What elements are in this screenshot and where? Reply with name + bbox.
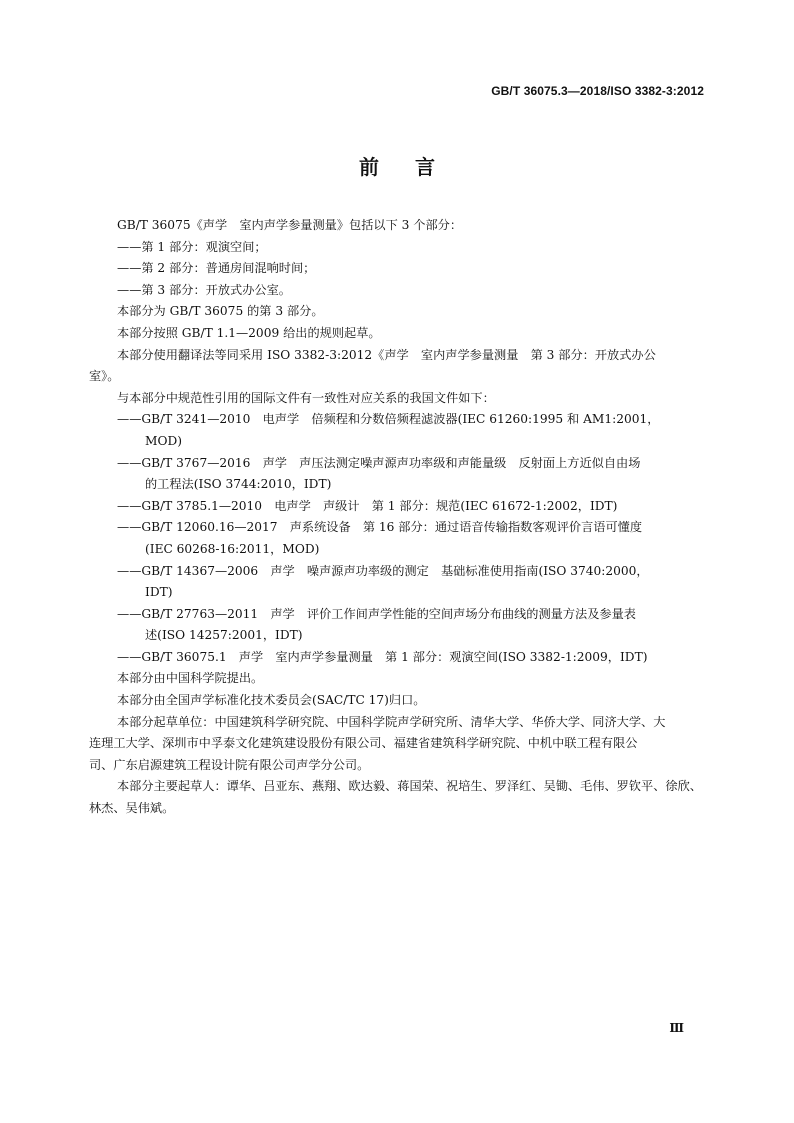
reference-item: ——GB/T 3241—2010 电声学 倍频程和分数倍频程滤波器(IEC 61260:1995 和 AM1:2001， (117, 412, 660, 427)
paragraph: 本部分由中国科学院提出。 (117, 671, 264, 686)
reference-item: ——GB/T 14367—2006 声学 噪声源声功率级的测定 基础标准使用指南(ISO 3740:2000， (117, 563, 649, 578)
paragraph: 本部分按照 GB/T 1.1—2009 给出的规则起草。 (117, 325, 381, 340)
paragraph: GB/T 36075《声学 室内声学参量测量》包括以下 3 个部分： (117, 218, 463, 232)
reference-item-continuation: 的工程法(ISO 3744:2010，IDT) (145, 477, 332, 492)
paragraph: 本部分为 GB/T 36075 的第 3 部分。 (117, 304, 324, 319)
reference-item-continuation: (IEC 60268-16:2011，MOD) (145, 541, 320, 556)
list-item: ——第 3 部分：开放式办公室。 (117, 282, 291, 297)
reference-item: ——GB/T 3785.1—2010 电声学 声级计 第 1 部分：规范(IEC 61672-1:2002，IDT) (117, 498, 618, 513)
paragraph-continuation: 连理工大学、深圳市中孚泰文化建筑建设股份有限公司、福建省建筑科学研究院、中机中联工程有限公 (89, 736, 638, 751)
reference-item: ——GB/T 36075.1 声学 室内声学参量测量 第 1 部分：观演空间(ISO 3382-1:2009，IDT) (117, 649, 648, 664)
paragraph: 与本部分中规范性引用的国际文件有一致性对应关系的我国文件如下： (117, 390, 495, 405)
page-title: 前言 (359, 155, 471, 179)
foreword-body (89, 215, 707, 820)
paragraph-continuation: 室》。 (89, 369, 120, 384)
paragraph: 本部分起草单位：中国建筑科学研究院、中国科学院声学研究所、清华大学、华侨大学、同济大学、大 (117, 714, 666, 729)
list-item: ——第 1 部分：观演空间； (117, 239, 267, 254)
paragraph: 本部分由全国声学标准化技术委员会(SAC/TC 17)归口。 (117, 693, 426, 708)
paragraph-continuation: 林杰、吴伟斌。 (89, 801, 175, 816)
reference-item: ——GB/T 3767—2016 声学 声压法测定噪声源声功率级和声能量级 反射面上方近似自由场 (117, 455, 641, 470)
standard-code-header: GB/T 36075.3—2018/ISO 3382-3:2012 (491, 84, 704, 98)
paragraph: 本部分主要起草人：谭华、吕亚东、燕翔、欧达毅、蒋国荣、祝培生、罗泽红、吴锄、毛伟、罗钦平、徐欣、 (117, 779, 702, 794)
reference-item-continuation: MOD) (145, 433, 182, 448)
paragraph-continuation: 司、广东启源建筑工程设计院有限公司声学分公司。 (89, 757, 370, 772)
reference-item-continuation: IDT) (145, 585, 173, 600)
page-number: Ⅲ (669, 1021, 684, 1035)
paragraph: 本部分使用翻译法等同采用 ISO 3382-3:2012《声学 室内声学参量测量 第 3 部分：开放式办公 (117, 347, 656, 362)
reference-item: ——GB/T 27763—2011 声学 评价工作间声学性能的空间声场分布曲线的测量方法及参量表 (117, 606, 636, 621)
reference-item-continuation: 述(ISO 14257:2001，IDT) (145, 628, 303, 643)
list-item: ——第 2 部分：普通房间混响时间； (117, 261, 316, 276)
reference-item: ——GB/T 12060.16—2017 声系统设备 第 16 部分：通过语音传输指数客观评价言语可懂度 (117, 520, 643, 535)
